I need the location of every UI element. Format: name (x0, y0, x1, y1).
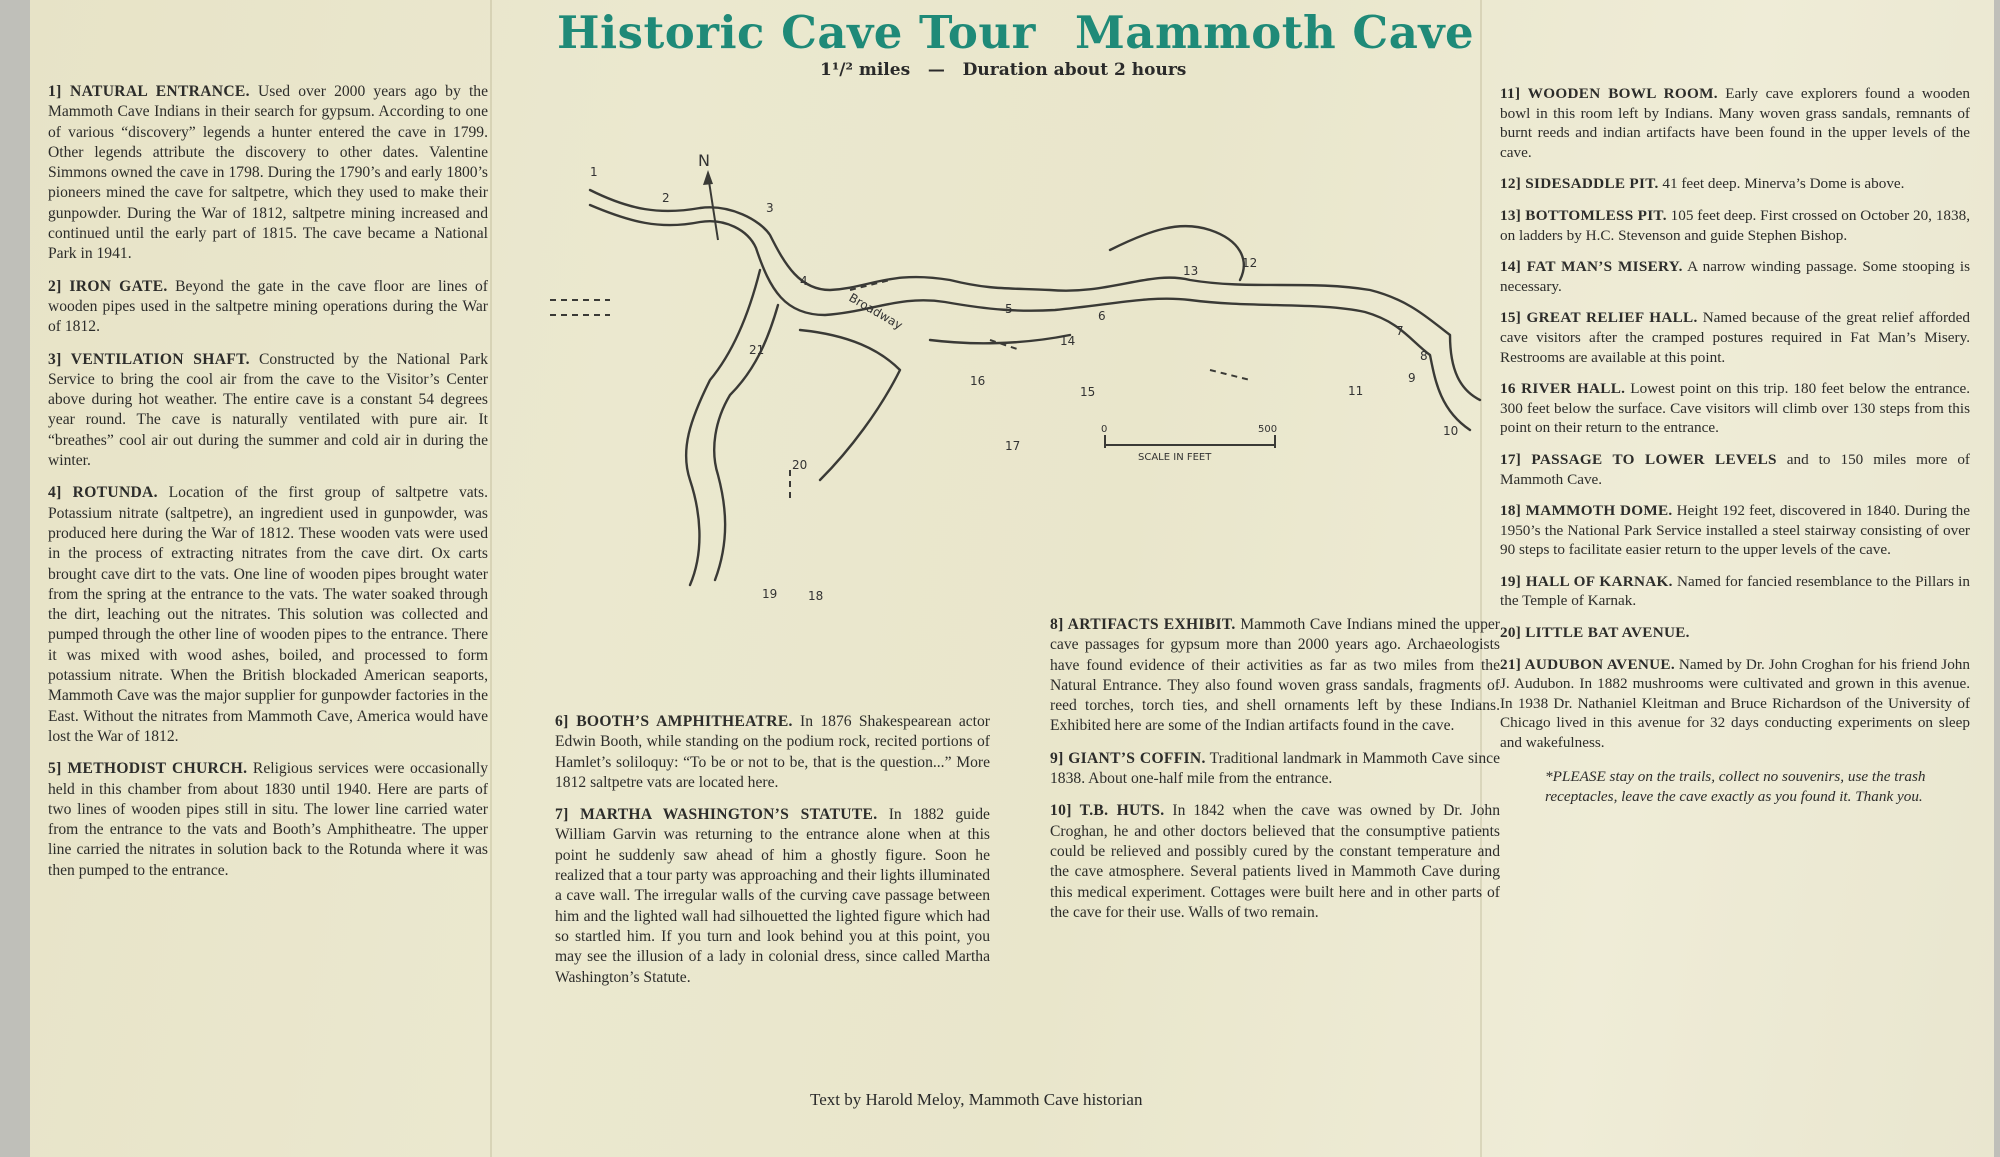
tour-subtitle (820, 60, 1186, 80)
main-passage-lower-wall (590, 205, 1470, 430)
stop-entry: 19] HALL OF KARNAK. Named for fancied resemblance to the Pillars in the Temple of Karnak. (1500, 572, 1970, 610)
stop-number-1: 1 (590, 165, 598, 179)
broadway-label: Broadway (846, 290, 906, 333)
stop-number-16: 16 (970, 374, 986, 388)
left-column (48, 82, 488, 893)
great-relief-passage (930, 335, 1070, 343)
stop-number-18: 18 (808, 589, 824, 603)
stop-number-5: 5 (1005, 302, 1013, 316)
tour-duration: Duration about 2 hours (962, 60, 1187, 80)
scale-max: 500 (1258, 424, 1278, 435)
north-label: N (698, 151, 710, 170)
stop-number-3: 3 (766, 201, 774, 215)
stop-entry: 4] ROTUNDA. Location of the first group of saltpetre vats. Potassium nitrate (saltpetre), an ingredient used in gunpowder, was produced here during the War of 1812. These wooden vats were used in the process of extracting nitrates from the cave dirt. Ox carts brought cave dirt to the vats. One line of wooden pipes brought water from the spring at the entrance to the vats. The water soaked through the dirt, leaching out the nitrates. This solution was collected and pumped through the other line of wooden pipes to the entrance. There it was mixed with wood ashes, boiled, and processed to form potassium nitrate. When the British blockaded American seaports, Mammoth Cave was the major supplier for gunpowder factories in the East. Without the nitrates from Mammoth Cave, America would have lost the War of 1812. (48, 484, 488, 745)
tour-brochure (30, 0, 1994, 1157)
author-credit: Text by Harold Meloy, Mammoth Cave historian (810, 1090, 1143, 1109)
stop-number-15: 15 (1080, 385, 1096, 399)
stop-entry: 18] MAMMOTH DOME. Height 192 feet, discovered in 1840. During the 1950’s the National Park Service installed a steel stairway consisting of over 90 steps to facilitate easier return to the upper levels of the cave. (1500, 502, 1970, 559)
stop-entry: 12] SIDESADDLE PIT. 41 feet deep. Minerva’s Dome is above. (1500, 175, 1905, 193)
western-passage-outer-wall (686, 270, 760, 585)
visitor-note: *PLEASE stay on the trails, collect no souvenirs, use the trash receptacles, leave the cave exactly as you found it. Thank you. (1545, 767, 1926, 805)
stop-number-7: 7 (1396, 324, 1404, 338)
stop-number-13: 13 (1183, 264, 1199, 278)
dashed-passage (850, 280, 890, 290)
stop-number-6: 6 (1098, 309, 1106, 323)
scale-label: SCALE IN FEET (1138, 452, 1212, 463)
stop-number-20: 20 (792, 458, 808, 472)
stop-entry: 5] METHODIST CHURCH. Religious services were occasionally held in this chamber from about 1830 until 1940. Here are parts of two lines of wooden pipes still in situ. The lower line carried water from the entrance to the vats and Booth’s Amphitheatre. The upper line carried the nitrates in solution back to the Rotunda where it was then pumped to the entrance. (48, 760, 488, 879)
stop-number-14: 14 (1060, 334, 1076, 348)
title-mammoth-cave: Mammoth Cave (1075, 6, 1475, 59)
stop-number-8: 8 (1420, 349, 1428, 363)
stop-entry: 7] MARTHA WASHINGTON’S STATUTE. In 1882 guide William Garvin was returning to the entrance alone when at this point he suddenly saw ahead of him a ghostly figure. Soon he realized that a tour party was approaching and their lights illuminated a cave wall. The irregular walls of the curving cave passage between him and the lighted wall had silhouetted the lighted figure which had so startled him. If you turn and look behind you at this point, you may see the illusion of a lady in colonial dress, since called Martha Washington’s Statute. (555, 806, 990, 986)
stop-entry: 1] NATURAL ENTRANCE. Used over 2000 years ago by the Mammoth Cave Indians in their search for gypsum. According to one of various “discovery” legends a hunter entered the cave in 1799. Other legends attribute the discovery to other dates. Valentine Simmons owned the cave in 1798. During the 1790’s and early 1800’s pioneers mined the cave for saltpetre, which they used to make their gunpowder. During the War of 1812, saltpetre mining increased and continued until the early part of 1815. The cave became a National Park in 1941. (48, 83, 488, 263)
right-column (1500, 84, 1970, 822)
stop-entry: 8] ARTIFACTS EXHIBIT. Mammoth Cave Indians mined the upper cave passages for gypsum more than 2000 years ago. Archaeologists have found evidence of their activities as far as two miles from the Natural Entrance. They also found woven grass sandals, fragments of reed torches, torch ties, and shell ornaments left by these Indians. Exhibited here are some of the Indian artifacts found in the cave. (1050, 616, 1501, 735)
title-historic-cave-tour: Historic Cave Tour (557, 6, 1036, 59)
stop-number-9: 9 (1408, 371, 1416, 385)
stop-entry: 6] BOOTH’S AMPHITHEATRE. In 1876 Shakespearean actor Edwin Booth, while standing on the podium rock, recited portions of Hamlet’s soliloquy: “To be or not to be, that is the question...” More 1812 saltpetre vats are located here. (555, 713, 990, 791)
north-arrowhead-icon (703, 170, 713, 185)
scale-zero: 0 (1101, 424, 1108, 435)
stop-entry: 16 RIVER HALL. Lowest point on this trip. 180 feet below the entrance. 300 feet below the surface. Cave visitors will climb over 130 steps from this point on their return to the entrance. (1500, 380, 1970, 437)
stop-number-12: 12 (1242, 256, 1258, 270)
stop-entry: 21] AUDUBON AVENUE. Named by Dr. John Croghan for his friend John J. Audubon. In 1882 mushrooms were cultivated and grown in this avenue. In 1938 Dr. Nathaniel Kleitman and Bruce Richardson of the University of Chicago lived in this avenue for 32 days conducting experiments on sleep and wakefulness. (1500, 655, 1970, 752)
fold-line (490, 0, 492, 1157)
river-hall-passage (800, 330, 900, 480)
main-passage-upper-wall (590, 190, 1480, 400)
stop-number-4: 4 (800, 274, 808, 288)
stop-entry: 14] FAT MAN’S MISERY. A narrow winding passage. Some stooping is necessary. (1500, 258, 1970, 295)
stop-number-19: 19 (762, 587, 778, 601)
stop-entry: 9] GIANT’S COFFIN. Traditional landmark in Mammoth Cave since 1838. About one-half mile from the entrance. (1050, 749, 1500, 788)
stop-entry: 10] T.B. HUTS. In 1842 when the cave was owned by Dr. John Croghan, he and other doctors believed that the consumptive patients could be relieved and possibly cured by the constant temperature and the cave atmosphere. Several patients lived in Mammoth Cave during this medical experiment. Cottages were built here and in other parts of the cave for their use. Walls of two remain. (1050, 802, 1500, 921)
stop-entry: 15] GREAT RELIEF HALL. Named because of the great relief afforded cave visitors after the cramped postures required in Fat Man’s Misery. Restrooms are available at this point. (1500, 309, 1970, 366)
stop-entry: 20] LITTLE BAT AVENUE. (1500, 624, 1690, 642)
stop-number-17: 17 (1005, 439, 1021, 453)
stop-number-11: 11 (1348, 384, 1364, 398)
tour-distance: 1¹/² miles (820, 60, 911, 80)
cave-passages (590, 190, 1480, 585)
stop-entry: 11] WOODEN BOWL ROOM. Early cave explorers found a wooden bowl in this room left by Indians. Many woven grass sandals, remnants of burnt reeds and indian artifacts have been found in the upper levels of the cave. (1500, 85, 1970, 161)
center-left-column (555, 712, 990, 1000)
cave-map (550, 130, 1490, 610)
stop-numbers (590, 165, 1458, 603)
stop-number-2: 2 (662, 191, 670, 205)
stop-entry: 17] PASSAGE TO LOWER LEVELS and to 150 miles more of Mammoth Cave. (1500, 450, 1970, 488)
stop-entry: 2] IRON GATE. Beyond the gate in the cave floor are lines of wooden pipes used in the saltpetre mining operations during the War of 1812. (48, 277, 488, 336)
stop-number-10: 10 (1443, 424, 1459, 438)
stop-entry: 3] VENTILATION SHAFT. Constructed by the National Park Service to bring the cool air from the cave to the Visitor’s Center above during hot weather. The entire cave is a constant 54 degrees year round. The cave is naturally ventilated with pure air. It “breathes” cool air out during the summer and cold air in during the winter. (48, 350, 488, 470)
stop-number-21: 21 (749, 343, 765, 357)
center-right-column (1050, 615, 1500, 935)
stop-entry: 13] BOTTOMLESS PIT. 105 feet deep. First crossed on October 20, 1838, on ladders by H.C. Stevenson and guide Stephen Bishop. (1500, 206, 1970, 244)
dead-end-passages (550, 280, 1250, 500)
dashed-passage (1210, 370, 1250, 380)
subtitle-separator: — (927, 60, 945, 80)
western-passage-inner-wall (714, 305, 778, 580)
bottomless-pit-loop (1110, 226, 1244, 280)
